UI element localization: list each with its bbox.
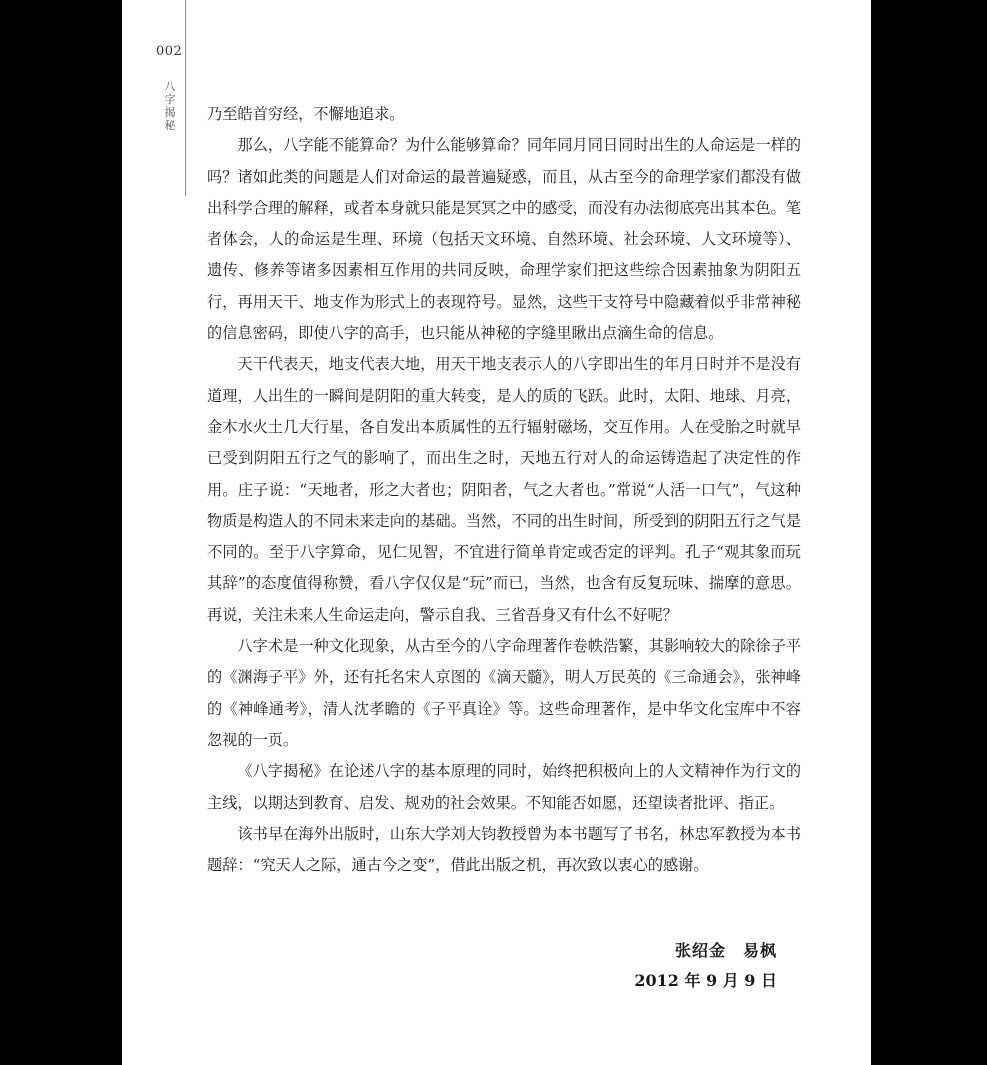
signature-date: 2012 年 9 月 9 日: [634, 971, 777, 990]
paragraph: 该书早在海外出版时，山东大学刘大钧教授曾为本书题写了书名，林忠军教授为本书题辞：“究天人之际，通古今之变”，借此出版之机，再次致以衷心的感谢。: [207, 824, 801, 875]
paragraph: 乃至皓首穷经，不懈地追求。: [207, 105, 405, 123]
running-title-char: 秘: [164, 119, 176, 132]
margin-rule: [185, 0, 186, 196]
paragraph: 八字术是一种文化现象，从古至今的八字命理著作卷帙浩繁，其影响较大的除徐子平的《渊海子平》外，还有托名宋人京图的《滴天髓》，明人万民英的《三命通会》，张神峰的《神峰通考》，清人沈孝瞻的《子平真诠》等。这些命理著作，是中华文化宝库中不容忽视的一页。: [207, 637, 801, 749]
running-title-char: 八: [164, 80, 176, 93]
paragraph: 《八字揭秘》在论述八字的基本原理的同时，始终把积极向上的人文精神作为行文的主线，以期达到教育、启发、规劝的社会效果。不知能否如愿，还望读者批评、指正。: [207, 762, 801, 812]
body-text: [207, 99, 801, 881]
paragraph: 天干代表天，地支代表大地，用天干地支表示人的八字即出生的年月日时并不是没有道理，人出生的一瞬间是阴阳的重大转变，是人的质的飞跃。此时，太阳、地球、月亮，金木水火土几大行星，各自发出本质属性的五行辐射磁场，交互作用。人在受胎之时就早已受到阴阳五行之气的影响了，而出生之时，天地五行对人的命运铸造起了决定性的作用。庄子说：“天地者，形之大者也；阴阳者，气之大者也。”常说“人活一口气”，气这种物质是构造人的不同未来走向的基础。当然，不同的出生时间，所受到的阴阳五行之气是不同的。至于八字算命，见仁见智，不宜进行简单肯定或否定的评判。孔子“观其象而玩其辞”的态度值得称赞，看八字仅仅是“玩”而已，当然，也含有反复玩味、揣摩的意思。再说，关注未来人生命运走向，警示自我、三省吾身又有什么不好呢？: [207, 355, 801, 624]
running-title: [163, 80, 177, 132]
book-page: [122, 0, 871, 1065]
paragraph: 那么，八字能不能算命？为什么能够算命？同年同月同日同时出生的人命运是一样的吗？诸如此类的问题是人们对命运的最普遍疑惑，而且，从古至今的命理学家们都没有做出科学合理的解释，或者本身就只能是冥冥之中的感受，而没有办法彻底亮出其本色。笔者体会，人的命运是生理、环境（包括天文环境、自然环境、社会环境、人文环境等）、遗传、修养等诸多因素相互作用的共同反映，命理学家们把这些综合因素抽象为阴阳五行，再用天干、地支作为形式上的表现符号。显然，这些干支符号中隐藏着似乎非常神秘的信息密码，即使八字的高手，也只能从神秘的字缝里瞅出点滴生命的信息。: [207, 136, 801, 343]
running-title-char: 揭: [164, 106, 176, 119]
author-signature: 张绍金 易枫: [674, 941, 777, 960]
running-title-char: 字: [164, 93, 176, 106]
page-number: 002: [156, 44, 183, 59]
